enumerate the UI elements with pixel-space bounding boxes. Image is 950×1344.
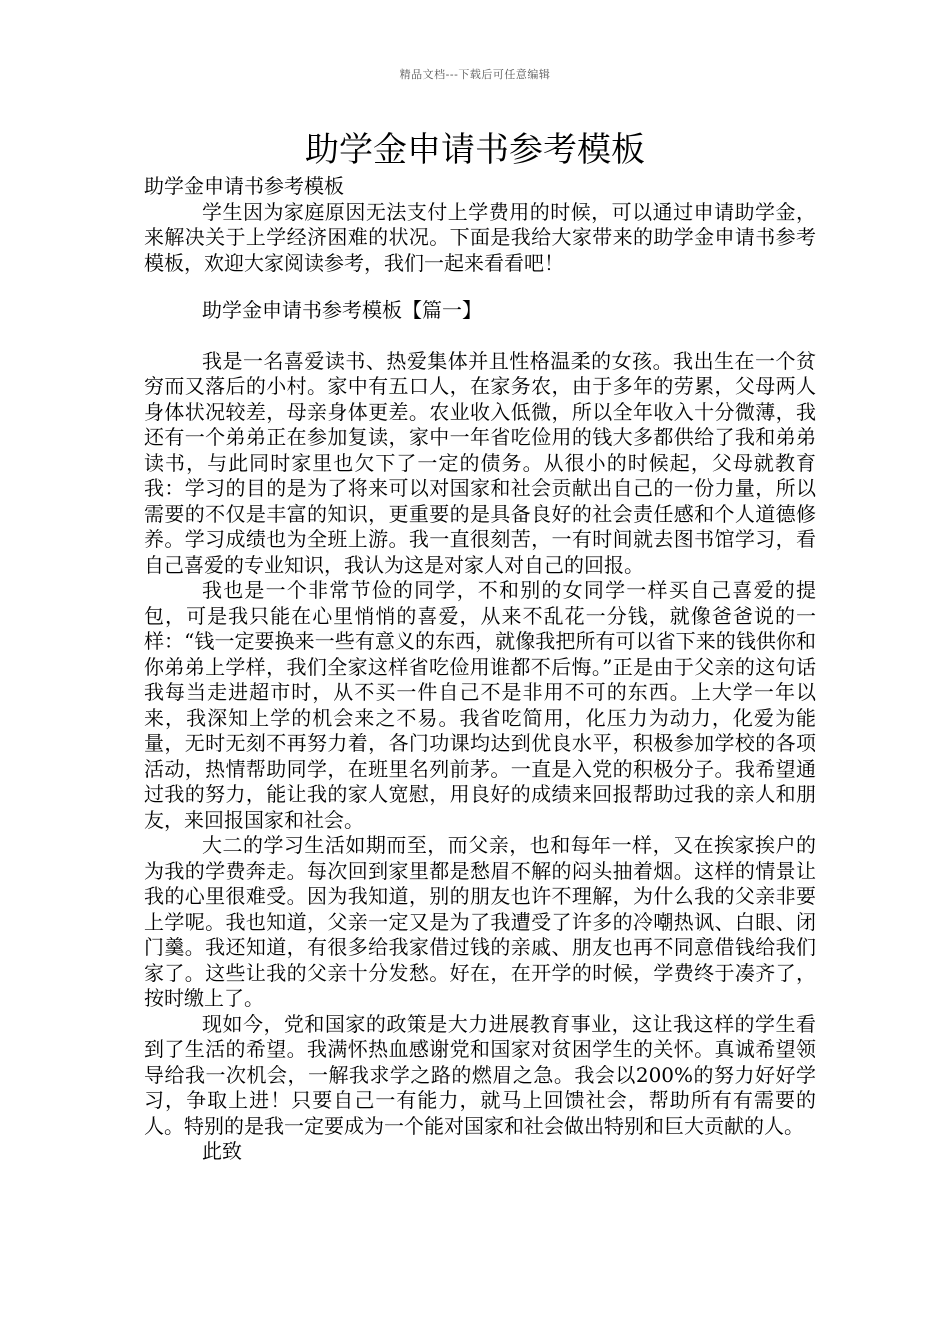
body-paragraph-4: 现如今，党和国家的政策是大力进展教育事业，这让我这样的学生看到了生活的希望。我满怀热血感谢党和国家对贫困学生的关怀。真诚希望领导给我一次机会，一解我求学之路的燃眉之急。我会以200%的努力好好学习，争取上进！只要自己一有能力，就马上回馈社会，帮助所有有需要的人。特别的是我一定要成为一个能对国家和社会做出特别和巨大贡献的人。 [144,1011,816,1138]
body-paragraph-2: 我也是一个非常节俭的同学，不和别的女同学一样买自己喜爱的提包，可是我只能在心里悄悄的喜爱，从来不乱花一分钱，就像爸爸说的一样：“钱一定要换来一些有意义的东西，就像我把所有可以省下来的钱供你和你弟弟上学样，我们全家这样省吃俭用谁都不后悔。”正是由于父亲的这句话我每当走进超市时，从不买一件自己不是非用不可的东西。上大学一年以来，我深知上学的机会来之不易。我省吃简用，化压力为动力，化爱为能量，无时无刻不再努力着，各门功课均达到优良水平，积极参加学校的各项活动，热情帮助同学，在班里名列前茅。一直是入党的积极分子。我希望通过我的努力，能让我的家人宽慰，用良好的成绩来回报帮助过我的亲人和朋友，来回报国家和社会。 [144,578,816,832]
intro-paragraph: 学生因为家庭原因无法支付上学费用的时候，可以通过申请助学金，来解决关于上学经济困难的状况。下面是我给大家带来的助学金申请书参考模板，欢迎大家阅读参考，我们一起来看看吧！ [144,199,816,275]
closing-line: 此致 [202,1139,242,1163]
document-title: 助学金申请书参考模板 [305,130,645,170]
document-subtitle: 助学金申请书参考模板 [144,174,344,198]
body-paragraph-1: 我是一名喜爱读书、热爱集体并且性格温柔的女孩。我出生在一个贫穷而又落后的小村。家中有五口人，在家务农，由于多年的劳累，父母两人身体状况较差，母亲身体更差。农业收入低微，所以全年收入十分微薄，我还有一个弟弟正在参加复读，家中一年省吃俭用的钱大多都供给了我和弟弟读书，与此同时家里也欠下了一定的债务。从很小的时候起，父母就教育我：学习的目的是为了将来可以对国家和社会贡献出自己的一份力量，所以需要的不仅是丰富的知识，更重要的是具备良好的社会责任感和个人道德修养。学习成绩也为全班上游。我一直很刻苦，一有时间就去图书馆学习，看自己喜爱的专业知识，我认为这是对家人对自己的回报。 [144,348,816,577]
header-note: 精品文档---下载后可任意编辑 [399,68,551,81]
section-heading: 助学金申请书参考模板【篇一】 [202,298,482,322]
body-paragraph-3: 大二的学习生活如期而至，而父亲，也和每年一样，又在挨家挨户的为我的学费奔走。每次回到家里都是愁眉不解的闷头抽着烟。这样的情景让我的心里很难受。因为我知道，别的朋友也许不理解，为什么我的父亲非要上学呢。我也知道，父亲一定又是为了我遭受了许多的冷嘲热讽、白眼、闭门羹。我还知道，有很多给我家借过钱的亲戚、朋友也再不同意借钱给我们家了。这些让我的父亲十分发愁。好在，在开学的时候，学费终于凑齐了，按时缴上了。 [144,833,816,1010]
document-body [144,174,816,1165]
